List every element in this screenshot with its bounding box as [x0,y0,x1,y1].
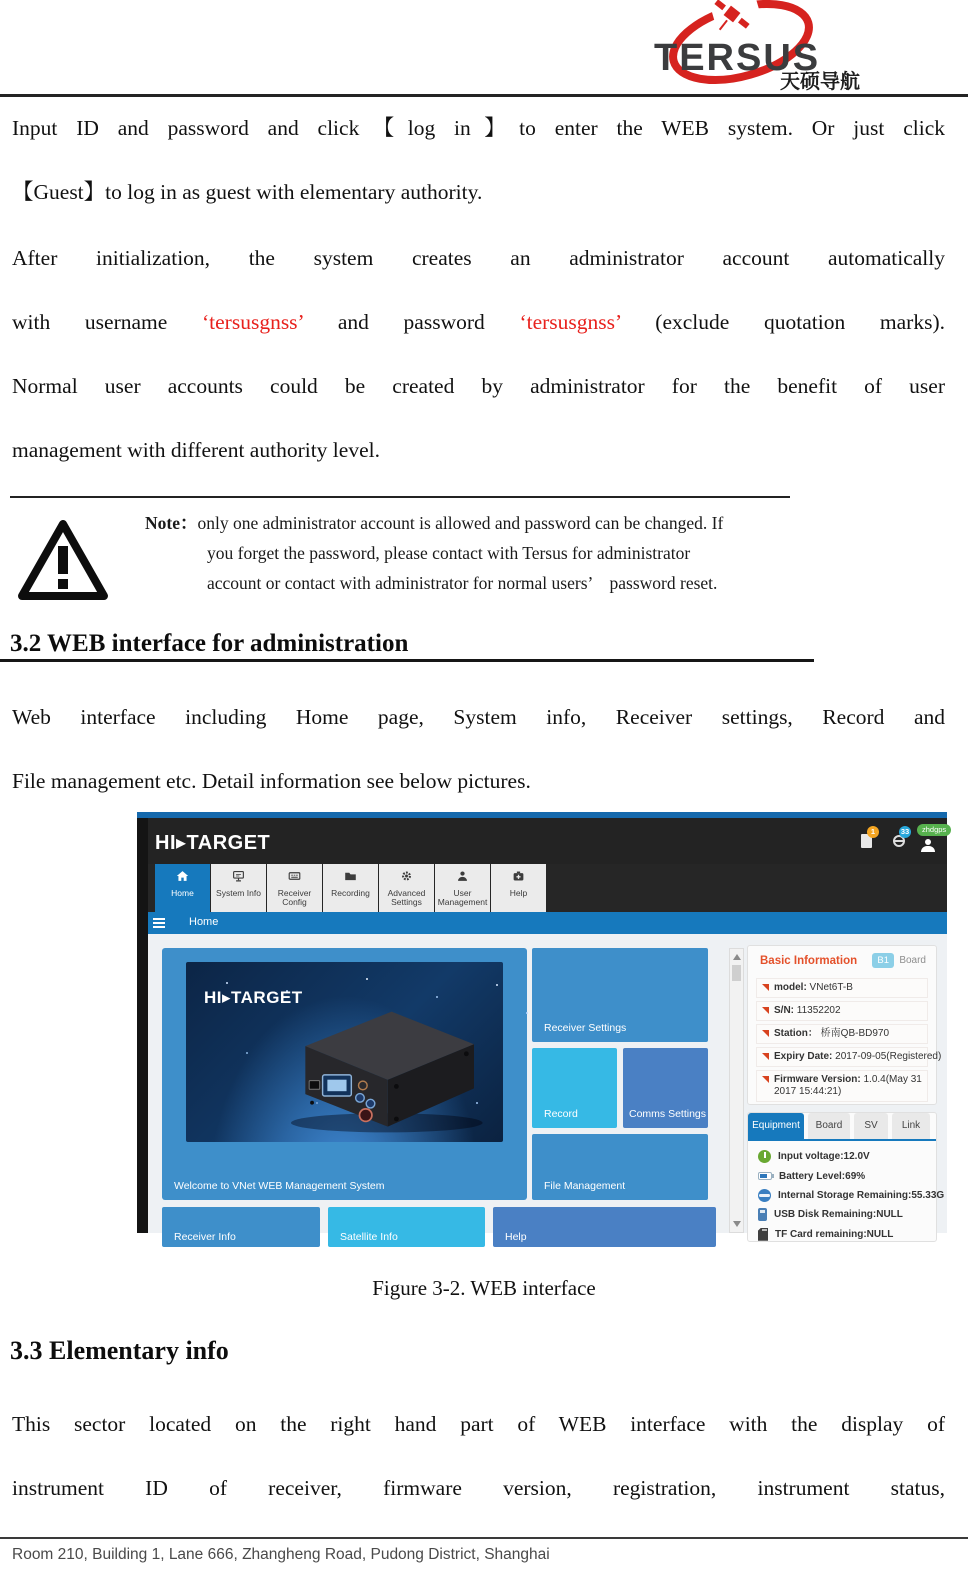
tab-help[interactable] [491,864,546,912]
warning-icon [14,516,112,606]
body-line: Input ID and password and click【log in】to enter the WEB system. Or just click [12,116,945,140]
tab-home[interactable] [155,864,210,918]
tab-label: Help [509,888,528,898]
figure-caption: Figure 3-2. WEB interface [372,1276,596,1300]
scrollbar[interactable] [729,948,744,1233]
satellite-count-badge[interactable]: 33 [900,827,910,836]
tersus-logo [628,0,876,93]
section-heading-3-3: 3.3 Elementary info [10,1336,229,1365]
marker-icon [762,1007,769,1014]
starfield [226,982,228,984]
user-icon[interactable] [921,846,935,852]
status-item [758,1225,930,1244]
scroll-down-arrow[interactable] [733,1221,741,1227]
breadcrumb-bar [137,912,947,934]
basic-information-panel [747,945,942,1105]
body-line: 【Guest】to log in as guest with elementary authority. [12,180,483,204]
status-list [758,1147,945,1244]
user-management-icon [456,870,469,882]
info-row [756,978,928,998]
status-item [758,1186,945,1205]
receiver-photo [186,962,503,1142]
field-value: 11352202 [794,1005,841,1016]
body-line: Web interface including Home page, System info, Receiver settings, Record and [12,705,945,729]
marker-icon [762,1030,769,1037]
tab-receiver-config[interactable] [267,864,322,912]
home-icon [176,870,189,882]
tile-receiver-settings[interactable] [532,948,708,1042]
tile-comms-settings[interactable] [623,1048,708,1128]
heading-strike-line [0,659,814,662]
note-text: only one administrator account is allowed and password can be changed. If [197,513,724,533]
info-fields [756,978,942,1105]
tab-equipment[interactable]: Equipment [748,1113,804,1139]
password-highlight: ‘tersusgnss’ [519,310,621,334]
battery-icon [758,1172,772,1180]
field-value: 桥南QB-BD970 [817,1028,890,1039]
tab-recording[interactable] [323,864,378,912]
receiver-device [267,986,497,1136]
tab-label: System Info [216,888,261,898]
board-label[interactable]: Board [899,955,926,966]
status-tab-bar [748,1113,936,1139]
marker-icon [762,1076,769,1083]
paragraph-3-2 [12,685,945,813]
body-line: management with different authority level. [12,438,380,462]
tab-link[interactable]: Link [892,1113,930,1139]
tile-file-management[interactable] [532,1134,708,1200]
paragraph-1 [12,96,945,224]
status-item [758,1147,930,1166]
status-text: Input voltage:12.0V [778,1151,870,1163]
tile-label: Satellite Info [340,1231,398,1243]
board-badge[interactable]: B1 [872,953,894,968]
tile-help[interactable] [493,1207,716,1247]
panel-title: Basic Information [760,955,858,967]
tf-card-icon [758,1228,768,1241]
web-interface-screenshot [137,812,947,1243]
username-highlight: ‘tersusgnss’ [202,310,304,334]
field-label: S/N: [774,1005,794,1016]
info-row [756,1001,928,1021]
tab-label: User Management [437,888,488,907]
status-item [758,1166,930,1185]
footer-address: Room 210, Building 1, Lane 666, Zhangheng Road, Pudong District, Shanghai [12,1546,550,1563]
body-line [12,290,945,354]
receiver-config-icon [288,870,301,882]
tab-user-management[interactable] [435,864,490,912]
scroll-up-arrow[interactable] [733,954,741,960]
tab-system-info[interactable] [211,864,266,912]
user-icon[interactable] [925,839,931,845]
note-line: account or contact with administrator for normal users’ password reset. [207,573,718,593]
app-header [137,818,947,864]
breadcrumb[interactable]: Home [189,916,219,928]
svg-text:天硕导航: 天硕导航 [780,69,860,93]
scroll-thumb[interactable] [732,965,741,981]
field-label: Expiry Date: [774,1051,833,1062]
status-text: TF Card remaining:NULL [775,1228,894,1240]
body-line: After initialization, the system creates an administrator account automatically [12,246,945,270]
body-line: File management etc. Detail information see below pictures. [12,769,531,793]
nav-tab-bar [137,864,947,912]
tile-label: Record [544,1108,578,1120]
tab-sv[interactable]: SV [854,1113,888,1139]
note-divider [10,496,790,498]
recording-icon [344,870,357,882]
usb-icon [758,1208,767,1221]
tile-label: Receiver Info [174,1231,236,1243]
tile-receiver-info[interactable] [162,1207,320,1247]
marker-icon [762,1053,769,1060]
hero-panel [162,948,527,1200]
list-icon[interactable] [153,918,165,928]
tab-advanced-settings[interactable] [379,864,434,912]
info-row [756,1024,928,1044]
field-label: Firmware Version: [774,1074,861,1085]
info-row [756,1047,942,1067]
field-label: model: [774,982,807,993]
status-text: Internal Storage Remaining:55.33G [778,1189,945,1201]
hitarget-hero-logo: HI▸TARGET [204,988,303,1007]
footer-rule [0,1537,968,1539]
status-text: USB Disk Remaining:NULL [774,1209,903,1221]
marker-icon [762,984,769,991]
tile-label: Comms Settings [629,1108,707,1120]
note-line [145,508,945,538]
status-text: Battery Level:69% [779,1170,866,1182]
tile-label: Receiver Settings [544,1022,627,1034]
system-info-icon [232,870,245,882]
tile-label: File Management [544,1180,626,1192]
storage-icon [758,1189,771,1202]
tab-label: Recording [331,888,370,898]
body-text: and password [303,310,520,334]
tab-underline [748,1139,936,1141]
field-label: Station： [774,1028,818,1039]
status-item [758,1205,930,1224]
advanced-settings-icon [400,870,413,882]
paragraph-2 [12,226,945,482]
field-value: VNet6T-B [806,982,853,993]
field-value: 2017-09-05(Registered) [832,1051,942,1062]
note-label: Note： [145,513,198,533]
help-icon [512,870,525,882]
info-row [756,1070,928,1102]
tile-label: Help [505,1231,527,1243]
body-line: This sector located on the right hand part of WEB interface with the display of [12,1412,945,1436]
field-value: 1.0.4(May 31 2017 15:44:21) [774,1074,925,1097]
body-line: Normal user accounts could be created by administrator for the benefit of user [12,374,945,398]
hitarget-logo: HI▸TARGET [155,832,271,854]
welcome-text: Welcome to VNet WEB Management System [174,1180,385,1192]
body-text: with username [12,310,202,334]
tab-label: Receiver Config [277,888,312,907]
tile-record[interactable] [532,1048,617,1128]
svg-text:TERSUS: TERSUS [654,37,821,79]
user-badge[interactable]: zhdgps [917,824,951,836]
tab-label: Home [171,888,194,898]
tab-label: Advanced Settings [387,888,426,907]
tab-board[interactable]: Board [808,1113,850,1139]
paragraph-3-3 [12,1392,945,1520]
notification-badge[interactable]: 1 [867,826,879,838]
note-line: you forget the password, please contact with Tersus for administrator [207,543,691,563]
note-block [145,508,945,598]
body-line: instrument ID of receiver, firmware version, registration, instrument status, [12,1476,945,1500]
body-text: (exclude quotation marks). [620,310,945,334]
status-panel [747,1112,945,1242]
left-edge-strip [137,818,148,1233]
tile-satellite-info[interactable] [328,1207,485,1247]
section-heading-3-2: 3.2 WEB interface for administration [10,630,409,657]
power-icon [758,1150,771,1163]
